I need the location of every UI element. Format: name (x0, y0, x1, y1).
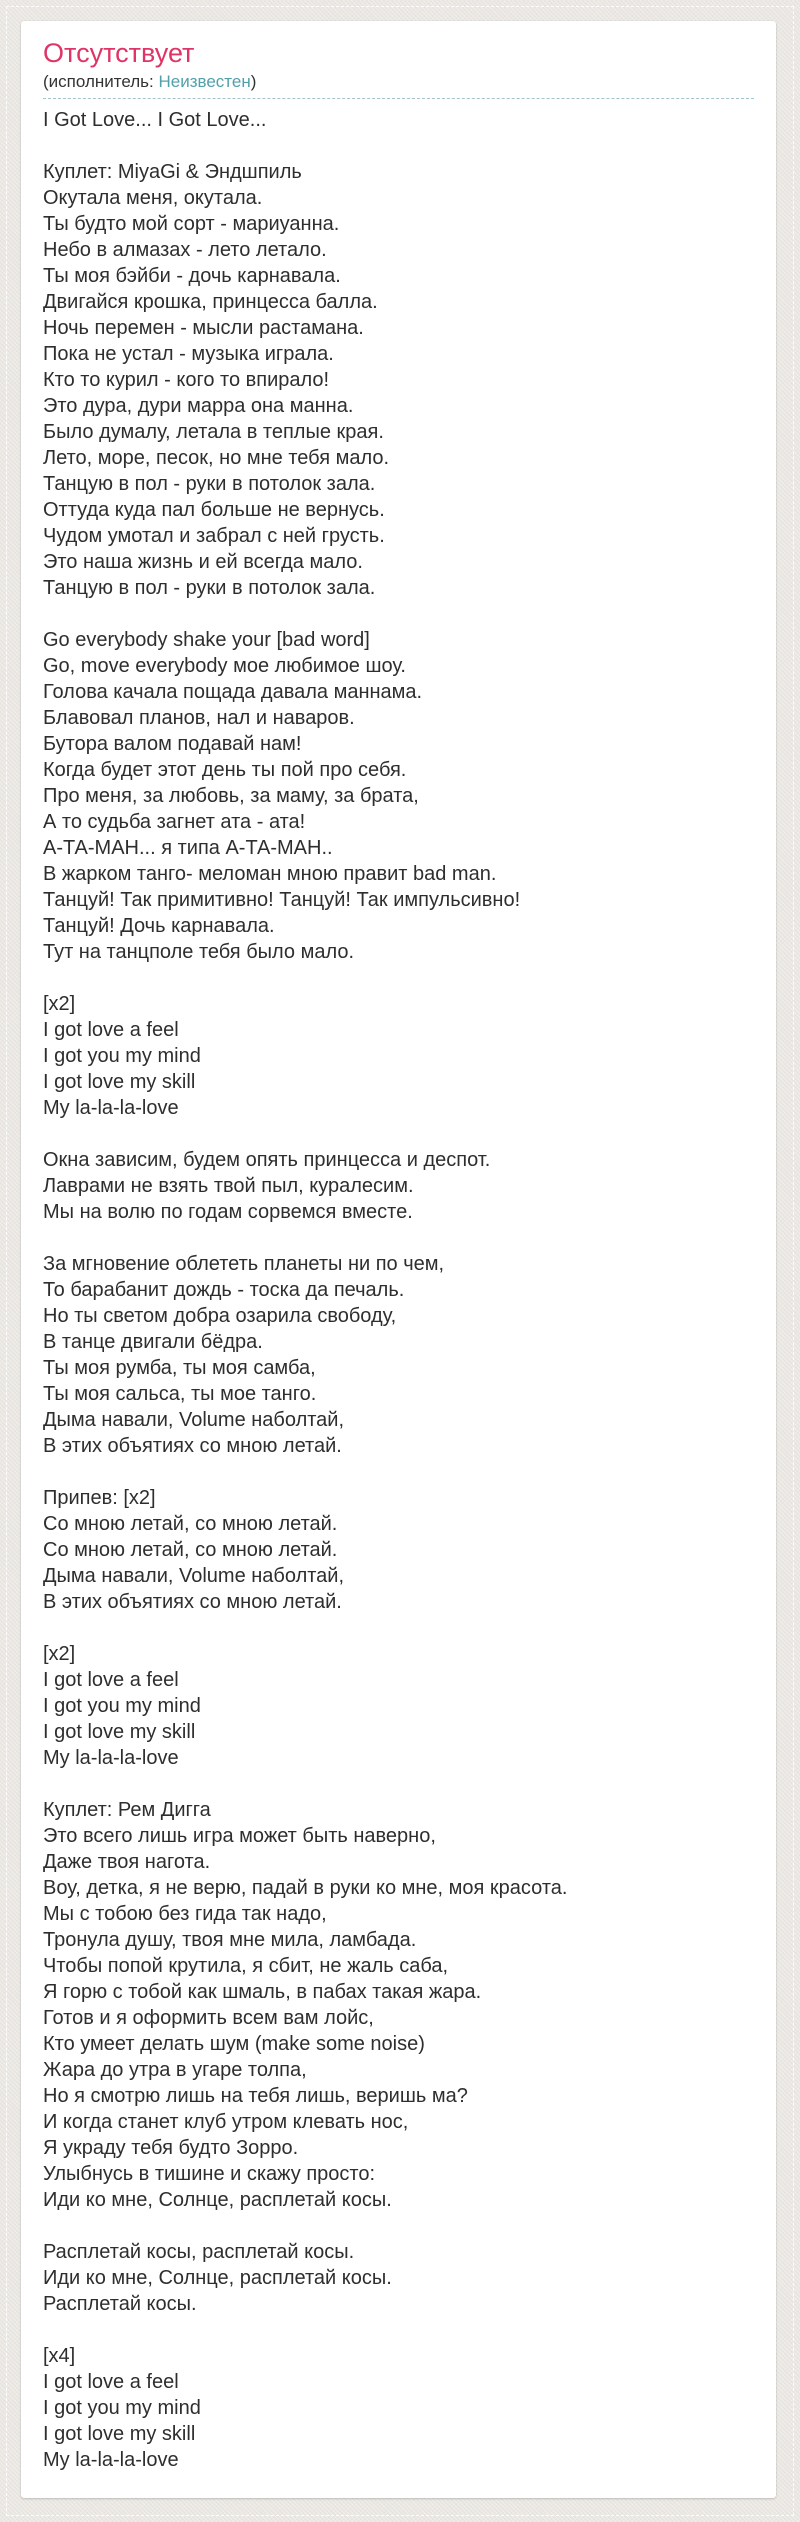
lyric-line: Go everybody shake your [bad word] (43, 629, 370, 651)
lyric-line: Ты моя румба, ты моя самба, (43, 1357, 316, 1379)
lyric-line: Это наша жизнь и ей всегда мало. (43, 551, 363, 573)
lyric-line: Танцуй! Дочь карнавала. (43, 915, 275, 937)
lyric-line: Танцуй! Так примитивно! Танцуй! Так импульсивно! (43, 889, 521, 911)
lyric-line: Чтобы попой крутила, я сбит, не жаль саба, (43, 1955, 449, 1977)
lyric-line: Со мною летай, со мною летай. (43, 1513, 338, 1535)
lyric-line: Чудом умотал и забрал с ней грусть. (43, 525, 385, 547)
lyric-line: Go, move everybody мое любимое шоу. (43, 655, 406, 677)
lyric-line: Бутора валом подавай нам! (43, 733, 302, 755)
lyric-line: Танцую в пол - руки в потолок зала. (43, 577, 376, 599)
lyric-line: Ты моя сальса, ты мое танго. (43, 1383, 317, 1405)
lyric-line: Готов и я оформить всем вам лойс, (43, 2007, 374, 2029)
lyric-line: Я горю с тобой как шмаль, в пабах такая жара. (43, 1981, 482, 2003)
lyric-line: То барабанит дождь - тоска да печаль. (43, 1279, 405, 1301)
header-separator (43, 98, 754, 99)
lyric-line: Это дура, дури марра она манна. (43, 395, 354, 417)
lyric-line: Ты моя бэйби - дочь карнавала. (43, 265, 341, 287)
lyric-line: I got love a feel (43, 1669, 179, 1691)
lyric-line: Припев: [x2] (43, 1487, 156, 1509)
lyric-line: Ты будто мой сорт - мариуанна. (43, 213, 340, 235)
lyric-line: Расплетай косы, расплетай косы. (43, 2241, 355, 2263)
lyric-line (43, 1615, 754, 1641)
lyric-line: Дыма навали, Volume наболтай, (43, 1565, 345, 1587)
lyric-line: I got love my skill (43, 1721, 196, 1743)
lyric-line: В этих объятиях со мною летай. (43, 1435, 342, 1457)
lyric-line: Голова качала пощада давала маннама. (43, 681, 423, 703)
lyric-line: Тронула душу, твоя мне мила, ламбада. (43, 1929, 417, 1951)
lyric-line: Мы с тобою без гида так надо, (43, 1903, 327, 1925)
lyric-line: Я украду тебя будто Зорро. (43, 2137, 299, 2159)
lyric-line: Воу, детка, я не верю, падай в руки ко мне, моя красота. (43, 1877, 568, 1899)
lyric-line: Куплет: Рем Дигга (43, 1799, 211, 1821)
lyric-line: Но я смотрю лишь на тебя лишь, веришь ма? (43, 2085, 468, 2107)
artist-label: (исполнитель: (43, 72, 159, 91)
lyric-line: I got you my mind (43, 1045, 201, 1067)
lyric-line: А то судьба загнет ата - ата! (43, 811, 306, 833)
lyric-line: В этих объятиях со мною летай. (43, 1591, 342, 1613)
lyric-line (43, 2213, 754, 2239)
artist-label-close: ) (250, 72, 257, 91)
lyric-line: Лето, море, песок, но мне тебя мало. (43, 447, 390, 469)
lyric-line: Улыбнусь в тишине и скажу просто: (43, 2163, 376, 2185)
lyrics-card (21, 21, 776, 2498)
lyric-line (43, 601, 754, 627)
lyric-line: Двигайся крошка, принцесса балла. (43, 291, 378, 313)
lyric-line: I got you my mind (43, 1695, 201, 1717)
lyric-line: Окна зависим, будем опять принцесса и деспот. (43, 1149, 491, 1171)
lyric-line: I Got Love... I Got Love... (43, 109, 267, 131)
lyric-line: [x4] (43, 2345, 76, 2367)
lyric-line (43, 1459, 754, 1485)
lyric-line: В танце двигали бёдра. (43, 1331, 263, 1353)
lyric-line: Со мною летай, со мною летай. (43, 1539, 338, 1561)
lyric-line (43, 1225, 754, 1251)
lyric-line: Кто умеет делать шум (make some noise) (43, 2033, 425, 2055)
lyric-line: Лаврами не взять твой пыл, куралесим. (43, 1175, 414, 1197)
lyric-line: Блавовал планов, нал и наваров. (43, 707, 355, 729)
lyric-line: I got love a feel (43, 1019, 179, 1041)
lyric-line: Про меня, за любовь, за маму, за брата, (43, 785, 419, 807)
lyric-line (43, 965, 754, 991)
lyric-line: Оттуда куда пал больше не вернусь. (43, 499, 385, 521)
lyric-line: Пока не устал - музыка играла. (43, 343, 334, 365)
lyric-line: Тут на танцполе тебя было мало. (43, 941, 355, 963)
lyric-line: Когда будет этот день ты пой про себя. (43, 759, 407, 781)
lyric-line: Иди ко мне, Солнце, расплетай косы. (43, 2267, 392, 2289)
lyric-line (43, 133, 754, 159)
lyric-line: I got love a feel (43, 2371, 179, 2393)
lyric-line: В жарком танго- меломан мною правит bad man. (43, 863, 497, 885)
lyric-line: I got love my skill (43, 1071, 196, 1093)
lyric-line: Жара до утра в угаре толпа, (43, 2059, 307, 2081)
lyric-line (43, 1121, 754, 1147)
lyric-line: Мы на волю по годам сорвемся вместе. (43, 1201, 413, 1223)
lyric-line: Но ты светом добра озарила свободу, (43, 1305, 397, 1327)
lyrics-text (43, 107, 754, 2473)
lyric-line: My la-la-la-love (43, 1097, 179, 1119)
lyric-line: Куплет: MiyaGi & Эндшпиль (43, 161, 302, 183)
lyric-line: My la-la-la-love (43, 2449, 179, 2471)
artist-link[interactable]: Неизвестен (158, 72, 251, 91)
lyric-line: [x2] (43, 1643, 76, 1665)
lyric-line: [x2] (43, 993, 76, 1015)
lyric-line: Ночь перемен - мысли растамана. (43, 317, 364, 339)
lyric-line: А-ТА-МАН... я типа А-ТА-МАН.. (43, 837, 333, 859)
lyric-line (43, 1771, 754, 1797)
lyric-line: I got you my mind (43, 2397, 201, 2419)
lyric-line: Это всего лишь игра может быть наверно, (43, 1825, 436, 1847)
lyric-line: Окутала меня, окутала. (43, 187, 263, 209)
lyric-line: Танцую в пол - руки в потолок зала. (43, 473, 376, 495)
lyric-line: И когда станет клуб утром клевать нос, (43, 2111, 409, 2133)
lyric-line: Дыма навали, Volume наболтай, (43, 1409, 345, 1431)
lyric-line: My la-la-la-love (43, 1747, 179, 1769)
lyric-line (43, 2317, 754, 2343)
lyric-line: Даже твоя нагота. (43, 1851, 211, 1873)
lyric-line: За мгновение облететь планеты ни по чем, (43, 1253, 445, 1275)
artist-line (43, 71, 754, 93)
lyric-line: Кто то курил - кого то впирало! (43, 369, 330, 391)
lyric-line: I got love my skill (43, 2423, 196, 2445)
page-title: Отсутствует (43, 38, 195, 68)
lyric-line: Небо в алмазах - лето летало. (43, 239, 327, 261)
lyric-line: Иди ко мне, Солнце, расплетай косы. (43, 2189, 392, 2211)
lyric-line: Было думалу, летала в теплые края. (43, 421, 384, 443)
lyric-line: Расплетай косы. (43, 2293, 197, 2315)
